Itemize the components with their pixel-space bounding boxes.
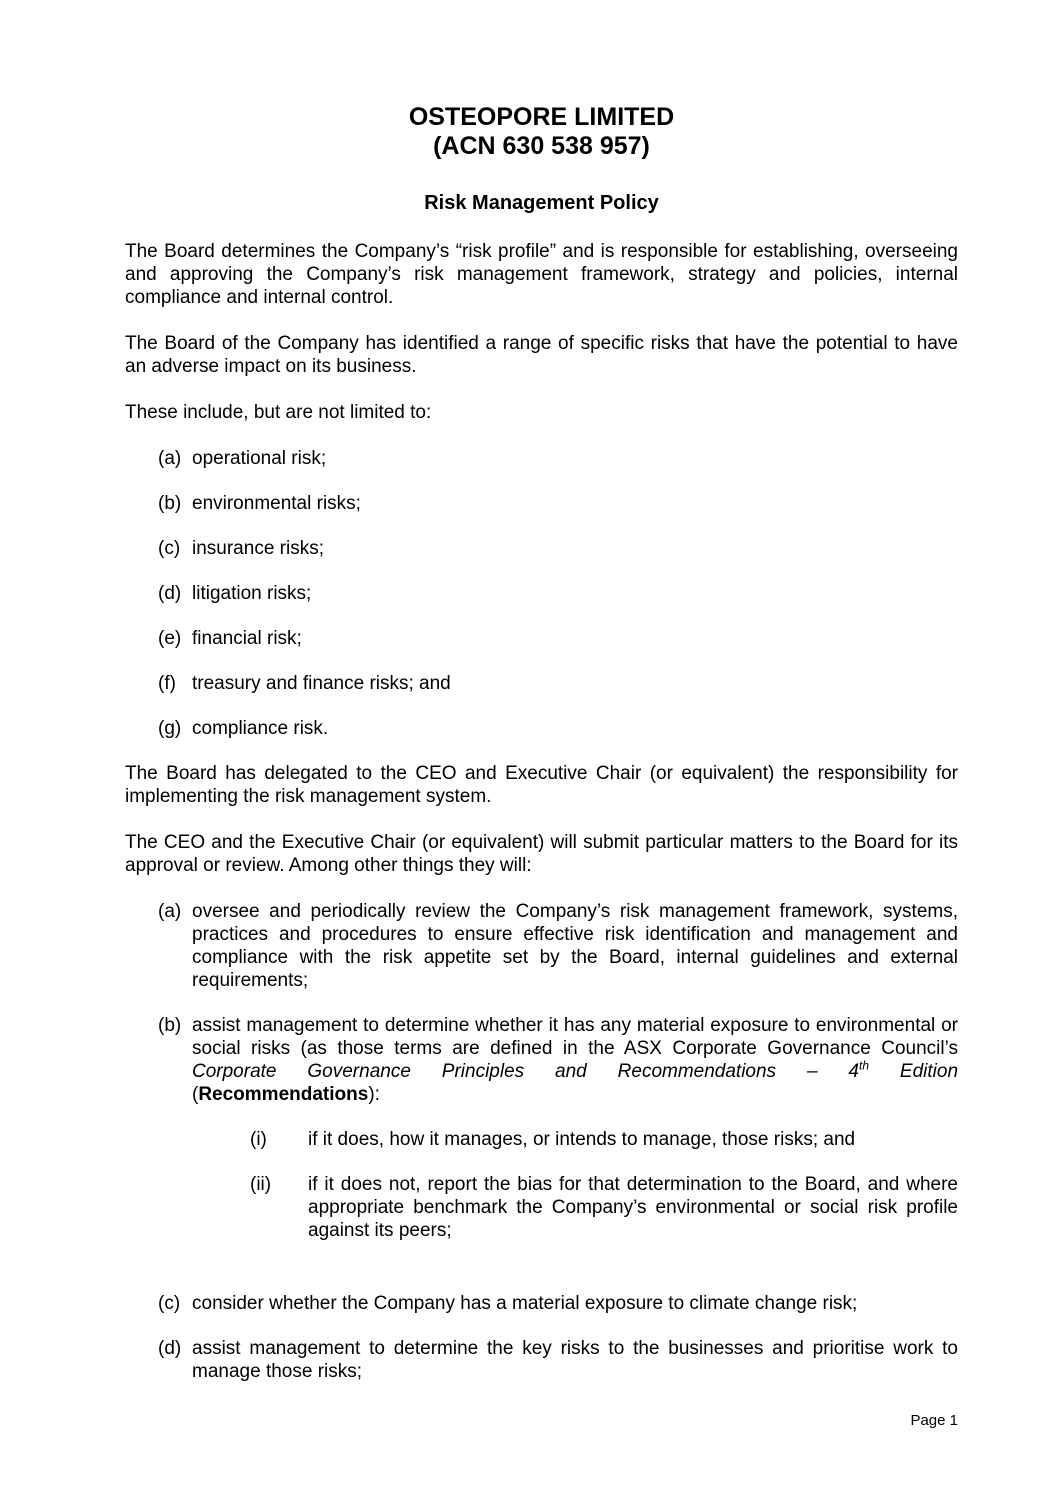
duty-b-bold-term: Recommendations [198,1084,369,1105]
list-item-text: litigation risks; [192,583,312,604]
list-item-text: compliance risk. [192,718,329,739]
list-marker: (a) [158,448,182,469]
risk-item-a [125,447,958,470]
risk-item-f [125,672,958,695]
duty-b-close-paren: ): [368,1084,380,1105]
list-marker: (i) [250,1129,267,1150]
list-item-text: if it does, how it manages, or intends to manage, those risks; and [308,1129,856,1150]
intro-paragraph: The Board determines the Company’s “risk profile” and is responsible for establishing, overseeing and approving the Company’s risk management framework, strategy and policies, internal compliance and internal control. [125,241,958,308]
duty-b-italic-edition: Edition [869,1061,959,1082]
duty-item-a [125,900,958,992]
list-marker: (g) [158,718,182,739]
identified-risks-paragraph: The Board of the Company has identified a range of specific risks that have the potential to have an adverse impact on its business. [125,333,958,377]
list-marker: (d) [158,1338,182,1359]
risk-item-b [125,492,958,515]
policy-title: Risk Management Policy [424,192,659,214]
submission-paragraph: The CEO and the Executive Chair (or equivalent) will submit particular matters to the Board for its approval or review. Among other things they will: [125,832,958,876]
duty-b-text-start: assist management to determine whether it has any material exposure to environmental or social risks (as those terms are defined in the ASX Corporate Governance Council’s [192,1015,958,1059]
list-marker: (b) [158,493,182,514]
document-header [125,103,958,215]
risk-item-g [125,717,958,740]
list-item-text: treasury and finance risks; and [192,673,451,694]
list-marker: (f) [158,673,176,694]
list-marker: (c) [158,1293,181,1314]
list-marker: (e) [158,628,182,649]
list-item-text: operational risk; [192,448,327,469]
list-marker: (ii) [250,1174,272,1195]
includes-lead-paragraph: These include, but are not limited to: [125,402,432,423]
list-marker: (b) [158,1015,182,1036]
duty-item-c [125,1292,958,1315]
delegation-paragraph: The Board has delegated to the CEO and Executive Chair (or equivalent) the responsibility for implementing the risk management system. [125,763,958,807]
list-item-text: assist management to determine the key risks to the businesses and prioritise work to manage those risks; [192,1338,958,1382]
list-item-text: environmental risks; [192,493,361,514]
duty-item-b [125,1014,958,1106]
risk-item-e [125,627,958,650]
list-marker: (a) [158,901,182,922]
list-item-text: insurance risks; [192,538,324,559]
company-name: OSTEOPORE LIMITED [408,103,675,131]
duty-b-open-paren: ( [192,1084,199,1105]
duty-b-italic-title: Corporate Governance Principles and Recommendations – 4 [192,1061,859,1082]
duty-b-superscript: th [859,1058,870,1073]
list-item-text: financial risk; [192,628,302,649]
risk-item-d [125,582,958,605]
list-marker: (d) [158,583,182,604]
page-number-footer: Page 1 [910,1412,958,1429]
company-acn: (ACN 630 538 957) [433,132,650,160]
subduty-item-i [125,1128,958,1151]
risk-item-c [125,537,958,560]
list-item-text: oversee and periodically review the Company’s risk management framework, systems, practices and procedures to ensure effective risk identification and management and compliance with the risk appetite set by the Board, internal guidelines and external requirements; [192,901,958,991]
list-item-text: if it does not, report the bias for that determination to the Board, and where appropriate benchmark the Company’s environmental or social risk profile against its peers; [308,1174,958,1241]
subduty-item-ii [125,1173,958,1242]
list-marker: (c) [158,538,181,559]
duty-item-d [125,1337,958,1383]
list-item-text: consider whether the Company has a material exposure to climate change risk; [192,1293,858,1314]
